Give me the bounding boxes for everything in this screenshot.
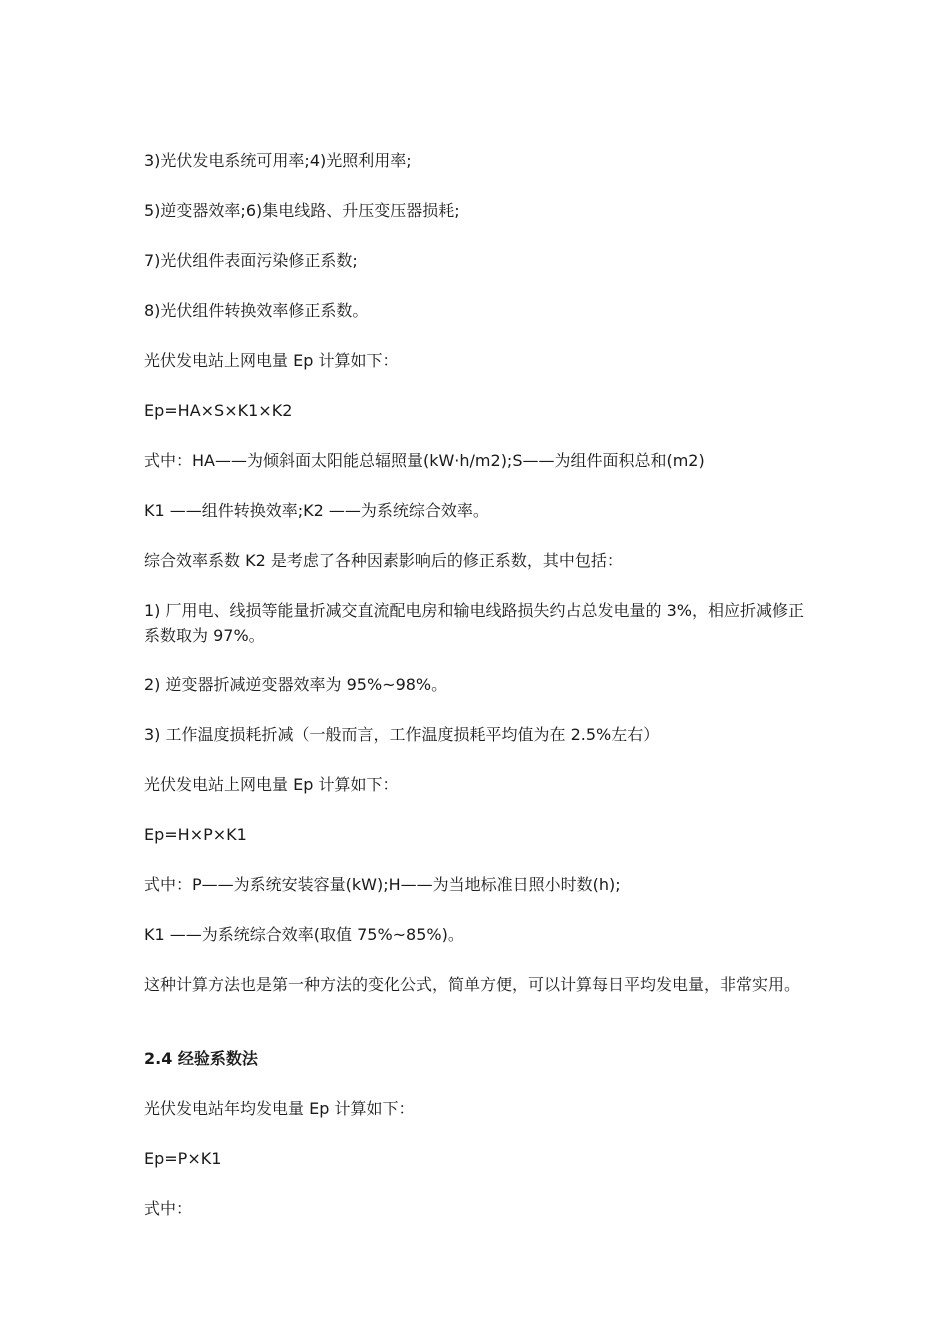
section-heading: 2.4 经验系数法 (144, 1049, 258, 1068)
formula-1-definitions-k: K1 ——组件转换效率;K2 ——为系统综合效率。 (144, 501, 489, 520)
k2-item-2: 2) 逆变器折减逆变器效率为 95%~98%。 (144, 675, 448, 694)
method-note: 这种计算方法也是第一种方法的变化公式，简单方便，可以计算每日平均发电量，非常实用。 (144, 975, 801, 994)
formula-2-definitions: 式中：P——为系统安装容量(kW);H——为当地标准日照小时数(h); (144, 875, 621, 894)
list-item-conversion-correction: 8)光伏组件转换效率修正系数。 (144, 301, 369, 320)
formula-2: Ep=H×P×K1 (144, 825, 247, 844)
intro-calc-3: 光伏发电站年均发电量 Ep 计算如下： (144, 1099, 415, 1118)
k2-item-3: 3) 工作温度损耗折减（一般而言，工作温度损耗平均值为在 2.5%左右） (144, 725, 660, 744)
formula-1-definitions: 式中：HA——为倾斜面太阳能总辐照量(kW·h/m2);S——为组件面积总和(m2) (144, 451, 705, 470)
formula-1: Ep=HA×S×K1×K2 (144, 401, 293, 420)
intro-calc-1: 光伏发电站上网电量 Ep 计算如下： (144, 351, 399, 370)
list-item-inverter-efficiency: 5)逆变器效率;6)集电线路、升压变压器损耗; (144, 201, 460, 220)
formula-3: Ep=P×K1 (144, 1149, 222, 1168)
formula-3-definitions: 式中： (144, 1199, 193, 1218)
list-item-availability: 3)光伏发电系统可用率;4)光照利用率; (144, 151, 412, 170)
intro-calc-2: 光伏发电站上网电量 Ep 计算如下： (144, 775, 399, 794)
list-item-pollution-correction: 7)光伏组件表面污染修正系数; (144, 251, 358, 270)
formula-2-definitions-k: K1 ——为系统综合效率(取值 75%~85%)。 (144, 925, 464, 944)
k2-explanation: 综合效率系数 K2 是考虑了各种因素影响后的修正系数，其中包括： (144, 551, 623, 570)
k2-item-1: 1) 厂用电、线损等能量折减交直流配电房和输电线路损失约占总发电量的 3%，相应折减修正系数取为 97%。 (144, 601, 804, 645)
